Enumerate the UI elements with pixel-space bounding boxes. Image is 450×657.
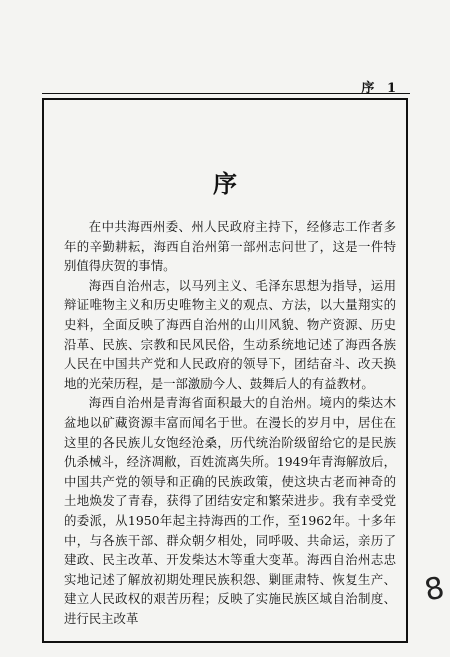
paragraph: 海西自治州志，以马列主义、毛泽东思想为指导，运用辩证唯物主义和历史唯物主义的观点、方法，以大量翔实的史料，全面反映了海西自治州的山川风貌、物产资源、历史沿革、民族、宗教和民风民俗，生动系统地记述了海西各族人民在中国共产党和人民政府的领导下，团结奋斗、改天换地的光荣历程，是一部激励今人、鼓舞后人的有益教材。 — [64, 277, 396, 391]
page-title: 序 — [213, 169, 237, 198]
running-header: 序 1 — [361, 81, 400, 96]
body-text — [64, 217, 396, 628]
paragraph: 在中共海西州委、州人民政府主持下，经修志工作者多年的辛勤耕耘，海西自治州第一部州志问世了，这是一件特别值得庆贺的事情。 — [64, 219, 396, 274]
handwritten-margin-mark: 8 — [421, 570, 448, 609]
page-frame — [42, 98, 408, 643]
header-rule — [42, 93, 410, 94]
paragraph: 海西自治州是青海省面积最大的自治州。境内的柴达木盆地以矿藏资源丰富而闻名于世。在漫长的岁月中，居住在这里的各民族儿女饱经沧桑，历代统治阶级留给它的是民族仇杀械斗，经济凋敝，百姓流离失所。1949年青海解放后，中国共产党的领导和正确的民族政策，使这块古老而神奇的土地焕发了青春，获得了团结安定和繁荣进步。我有幸受党的委派，从1950年起主持海西的工作，至1962年。十多年中，与各族干部、群众朝夕相处，同呼吸、共命运，亲历了建政、民主改革、开发柴达木等重大变革。海西自治州志忠实地记述了解放初期处理民族积怨、剿匪肃特、恢复生产、建立人民政权的艰苦历程；反映了实施民族区域自治制度、进行民主改革 — [64, 395, 396, 626]
